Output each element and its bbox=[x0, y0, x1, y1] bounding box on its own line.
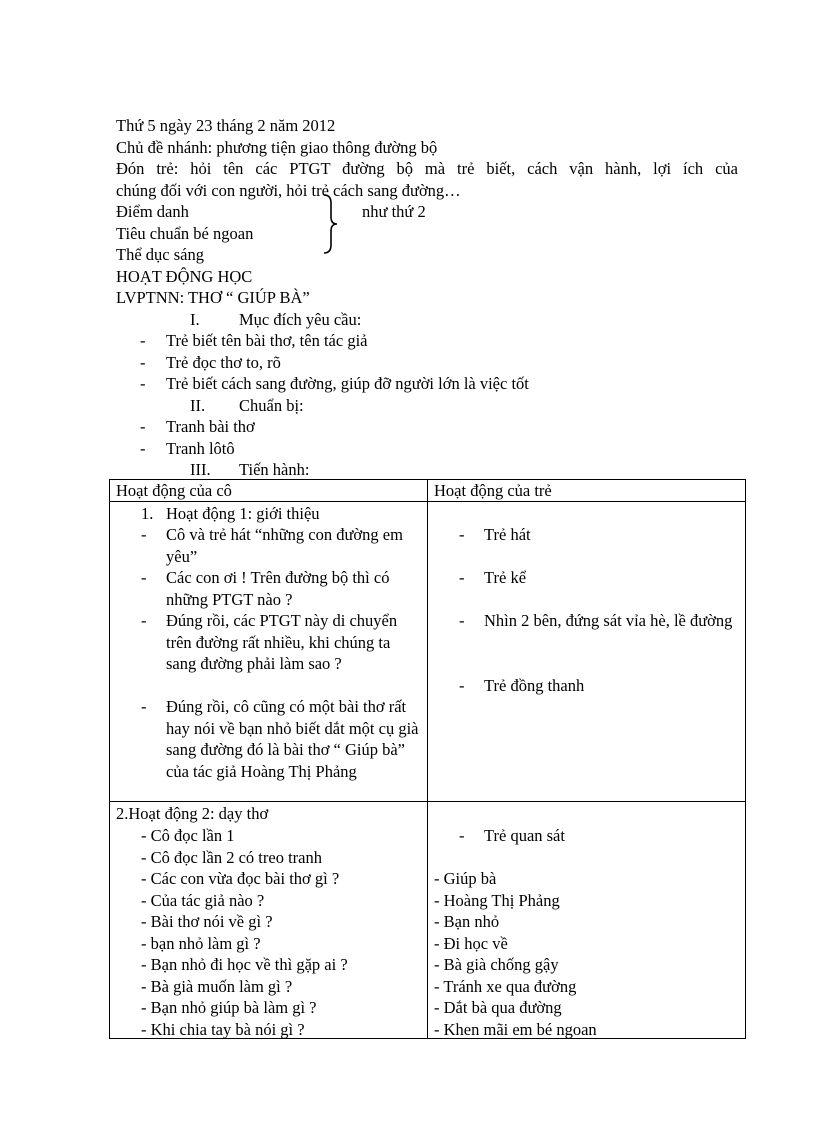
lesson-title: LVPTNN: THƠ “ GIÚP BÀ” bbox=[116, 288, 310, 307]
same-as-note: như thứ 2 bbox=[362, 202, 426, 221]
right-brace-icon bbox=[322, 194, 338, 254]
table-row: - Cô đọc lần 2 có treo tranh bbox=[141, 848, 322, 867]
table-row: - Khen mãi em bé ngoan bbox=[434, 1020, 597, 1039]
table-row: - Của tác giả nào ? bbox=[141, 891, 265, 910]
welcome-line-2: chúng đối với con người, hỏi trẻ cách sang đường… bbox=[116, 181, 461, 200]
table-row: - bạn nhỏ làm gì ? bbox=[141, 934, 261, 953]
table-row: - Bài thơ nói về gì ? bbox=[141, 912, 273, 931]
table-row: - Bà già muốn làm gì ? bbox=[141, 977, 293, 996]
table-row: - Giúp bà bbox=[434, 869, 497, 888]
table-row: - Bà già chống gậy bbox=[434, 955, 559, 974]
table-row: - Tránh xe qua đường bbox=[434, 977, 577, 996]
column-header-teacher: Hoạt động của cô bbox=[116, 481, 232, 500]
topic-line: Chủ đề nhánh: phương tiện giao thông đường bộ bbox=[116, 138, 438, 157]
section-1-number: I. bbox=[190, 310, 200, 329]
morning-exercise: Thể dục sáng bbox=[116, 245, 204, 264]
table-row: - Bạn nhỏ đi học về thì gặp ai ? bbox=[141, 955, 348, 974]
table-row: Trẻ kể bbox=[484, 568, 527, 587]
activity-heading: HOẠT ĐỘNG HỌC bbox=[116, 267, 253, 286]
table-row: - Khi chia tay bà nói gì ? bbox=[141, 1020, 305, 1039]
roll-call: Điểm danh bbox=[116, 202, 189, 221]
table-row: Trẻ quan sát bbox=[484, 826, 565, 845]
table-row: - Hoàng Thị Phảng bbox=[434, 891, 560, 910]
activity-table: Hoạt động của cô Hoạt động của trẻ 1. Hoạt động 1: giới thiệu - Cô và trẻ hát “những con đường em yêu” - Các con ơi ! Trên đường bộ thì có những PTGT nào ? - Đúng rồi, các PTGT này di chuyển trên đường rất nhiều, khi chúng ta sang đường phải làm sao ? - Đúng rồi, cô cũng có một bài thơ rất hay nói về bạn nhỏ biết dắt một cụ già sang đường đó là bài thơ “ Giúp bà” của tác giả Hoàng Thị Phảng - Trẻ hát - Trẻ kể - Nhìn 2 bên, đứng sát vỉa hè, lề đường - Trẻ đồng thanh 2.Hoạt động 2: dạy thơ - Cô đọc lần 1 - Cô đọc lần 2 có treo tranh - Các con vừa đọc bài thơ gì ? - Của tác giả nào ? - Bài thơ nói về gì ? - bạn nhỏ làm gì ? - Bạn nhỏ đi học về thì gặp ai ? - Bà già muốn làm gì ? - Bạn nhỏ giúp bà làm gì ? - Khi chia tay bà nói gì ? - Trẻ quan sát - Giúp bà - Hoàng Thị Phảng - Bạn nhỏ - Đi học về - Bà già chống gậy - Tránh xe qua đường - Dắt bà qua đường - Khen mãi em bé ngoan bbox=[109, 479, 746, 1039]
section-2-title: Chuẩn bị: bbox=[239, 396, 304, 415]
activity-2-title: 2.Hoạt động 2: dạy thơ bbox=[116, 804, 269, 823]
table-row: - Cô đọc lần 1 bbox=[141, 826, 235, 845]
table-row: - Dắt bà qua đường bbox=[434, 998, 562, 1017]
column-header-child: Hoạt động của trẻ bbox=[434, 481, 552, 500]
section-1-title: Mục đích yêu cầu: bbox=[239, 310, 362, 329]
date-line: Thứ 5 ngày 23 tháng 2 năm 2012 bbox=[116, 116, 336, 135]
table-row: - Bạn nhỏ giúp bà làm gì ? bbox=[141, 998, 317, 1017]
good-kid-criteria: Tiêu chuẩn bé ngoan bbox=[116, 224, 254, 243]
table-row: Trẻ đồng thanh bbox=[484, 676, 585, 695]
welcome-line-1: Đón trẻ: hỏi tên các PTGT đường bộ mà trẻ biết, cách vận hành, lợi ích của bbox=[116, 159, 738, 178]
table-row: Đúng rồi, cô cũng có một bài thơ rất hay nói về bạn nhỏ biết dắt một cụ già sang đường đó là bài thơ “ Giúp bà” của tác giả Hoàng Thị Phảng bbox=[166, 697, 419, 781]
table-row: Đúng rồi, các PTGT này di chuyển trên đường rất nhiều, khi chúng ta sang đường phải làm sao ? bbox=[166, 611, 398, 673]
table-row: Các con ơi ! Trên đường bộ thì có những PTGT nào ? bbox=[166, 568, 390, 609]
table-row: Cô và trẻ hát “những con đường em yêu” bbox=[166, 525, 403, 566]
section-3-number: III. bbox=[190, 460, 211, 479]
section-2-number: II. bbox=[190, 396, 206, 415]
activity-1-title: Hoạt động 1: giới thiệu bbox=[166, 504, 320, 523]
table-row: - Bạn nhỏ bbox=[434, 912, 500, 931]
section-3-title: Tiến hành: bbox=[239, 460, 310, 479]
table-row: - Các con vừa đọc bài thơ gì ? bbox=[141, 869, 340, 888]
table-row: Trẻ hát bbox=[484, 525, 531, 544]
table-row: Nhìn 2 bên, đứng sát vỉa hè, lề đường bbox=[484, 611, 733, 630]
activity-1-number: 1. bbox=[141, 504, 154, 523]
table-row: - Đi học về bbox=[434, 934, 508, 953]
